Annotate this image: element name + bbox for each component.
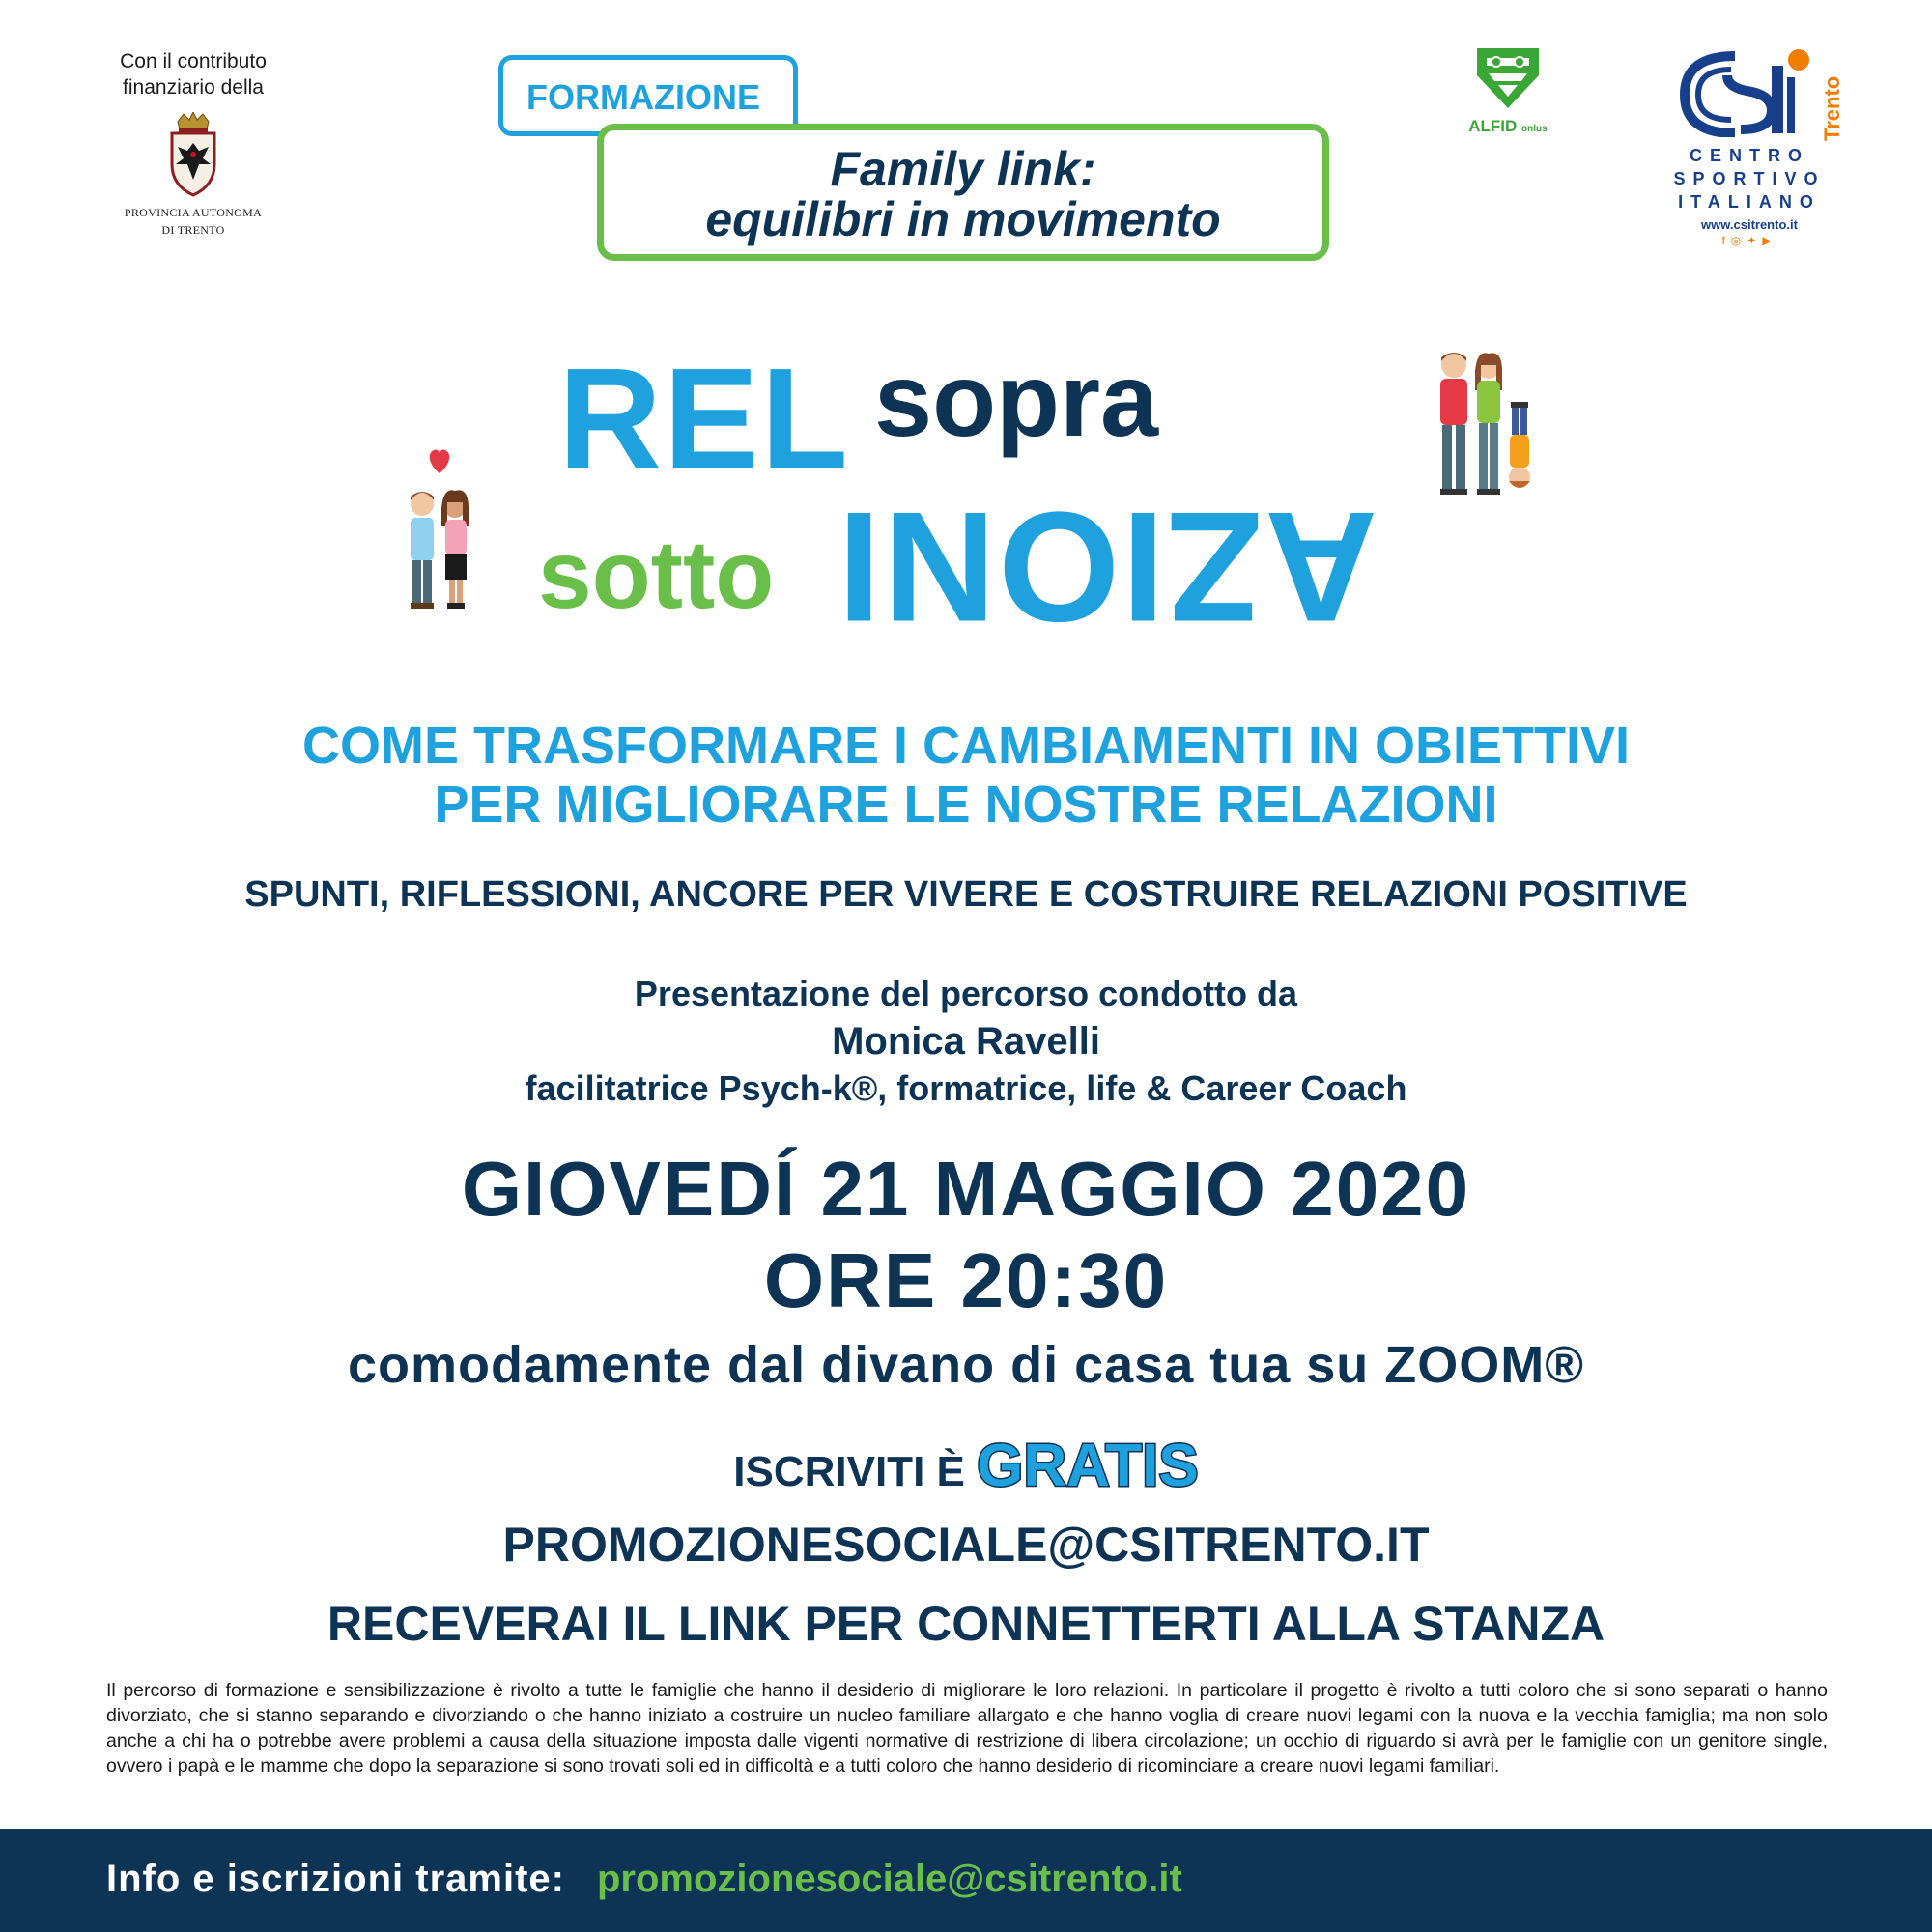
sponsor-block bbox=[92, 48, 295, 237]
family-link-badge bbox=[597, 124, 1329, 261]
alfid-name: ALFID bbox=[1468, 117, 1518, 135]
event-location: comodamente dal divano di casa tua su ZOOM® bbox=[347, 1336, 1585, 1394]
family-link-title: Family link: bbox=[830, 142, 1096, 196]
event-date: GIOVEDÍ 21 MAGGIO 2020 bbox=[461, 1146, 1471, 1232]
twitter-icon: ✦ bbox=[1747, 234, 1763, 247]
province-crest-icon bbox=[164, 112, 222, 197]
alfid-logo bbox=[1455, 46, 1561, 136]
formazione-label: FORMAZIONE bbox=[526, 77, 760, 117]
presenter-intro: Presentazione del percorso condotto da bbox=[634, 974, 1298, 1013]
signup-line bbox=[0, 1432, 1932, 1500]
csi-name-line-2: SPORTIVO bbox=[1673, 169, 1826, 188]
headline-line-2: PER MIGLIORARE LE NOSTRE RELAZIONI bbox=[434, 776, 1498, 834]
signup-email[interactable]: PROMOZIONESOCIALE@CSITRENTO.IT bbox=[502, 1518, 1430, 1572]
footer-email-link[interactable]: promozionesociale@csitrento.it bbox=[597, 1858, 1182, 1900]
description-paragraph: Il percorso di formazione e sensibilizzazione è rivolto a tutte le famiglie che hanno il desiderio di migliorare le loro relazioni. In particolare il progetto è rivolto a tutti coloro che si sono separati o hanno divorziato, che si stanno separando e divorziando o che hanno iniziato a costruire un nucleo familiare allargato e che hanno voglia di creare nuovi legami con la nuova e la vecchia famiglia; ma non solo anche a chi ha o potrebbe avere problemi a causa della situazione imposta dalle vigenti normative di restrizione di libera circolazione; un occhio di riguardo si avrà per le famiglie con un genitore single, ovvero i papà e le mamme che dopo la separazione si sono trovati soli ed in difficoltà e a tutti coloro che hanno desiderio di ricominciare a creare nuovi legami familiari. bbox=[106, 1680, 1828, 1776]
sponsor-line-2: finanziario della bbox=[123, 76, 264, 99]
presenter-name: Monica Ravelli bbox=[832, 1020, 1100, 1063]
couple-with-heart-illustration bbox=[401, 444, 478, 618]
province-name-line-1: PROVINCIA AUTONOMA bbox=[124, 206, 263, 219]
social-icons bbox=[1667, 234, 1832, 247]
sponsor-line-1: Con il contributo bbox=[120, 50, 267, 72]
family-illustration bbox=[1433, 348, 1539, 502]
csi-emblem-icon bbox=[1677, 48, 1822, 137]
title-azioni-upside-down: AZIONI bbox=[836, 479, 1378, 654]
gratis-label: GRATIS bbox=[977, 1433, 1199, 1499]
family-link-subtitle: equilibri in movimento bbox=[705, 192, 1221, 246]
alfid-suffix: onlus bbox=[1521, 124, 1548, 134]
signup-prefix: ISCRIVITI È bbox=[733, 1448, 965, 1495]
headline-line-1: COME TRASFORMARE I CAMBIAMENTI IN OBIETTIVI bbox=[302, 717, 1630, 775]
footer-bar bbox=[0, 1829, 1932, 1932]
instagram-icon: ◎ bbox=[1730, 234, 1747, 247]
title-sopra: sopra bbox=[874, 341, 1159, 458]
province-name-line-2: DI TRENTO bbox=[161, 223, 225, 237]
presenter-role: facilitatrice Psych-k®, formatrice, life & Career Coach bbox=[525, 1068, 1407, 1108]
youtube-icon: ▶ bbox=[1762, 234, 1777, 247]
facebook-icon: f bbox=[1721, 234, 1731, 247]
csi-website: www.csitrento.it bbox=[1701, 217, 1798, 232]
alfid-emblem-icon bbox=[1473, 46, 1543, 110]
title-rel: REL bbox=[558, 339, 850, 498]
csi-name-line-3: ITALIANO bbox=[1678, 192, 1821, 212]
csi-logo bbox=[1667, 48, 1844, 247]
subheadline: SPUNTI, RIFLESSIONI, ANCORE PER VIVERE E COSTRUIRE RELAZIONI POSITIVE bbox=[244, 874, 1688, 915]
event-time: ORE 20:30 bbox=[763, 1237, 1169, 1323]
heart-icon bbox=[430, 449, 450, 473]
footer-label: Info e iscrizioni tramite: bbox=[106, 1858, 565, 1900]
csi-trento-label: Trento bbox=[1820, 75, 1844, 141]
link-message: RECEVERAI IL LINK PER CONNETTERTI ALLA STANZA bbox=[327, 1597, 1605, 1651]
csi-name-line-1: CENTRO bbox=[1690, 146, 1809, 165]
title-sotto: sotto bbox=[538, 521, 775, 629]
